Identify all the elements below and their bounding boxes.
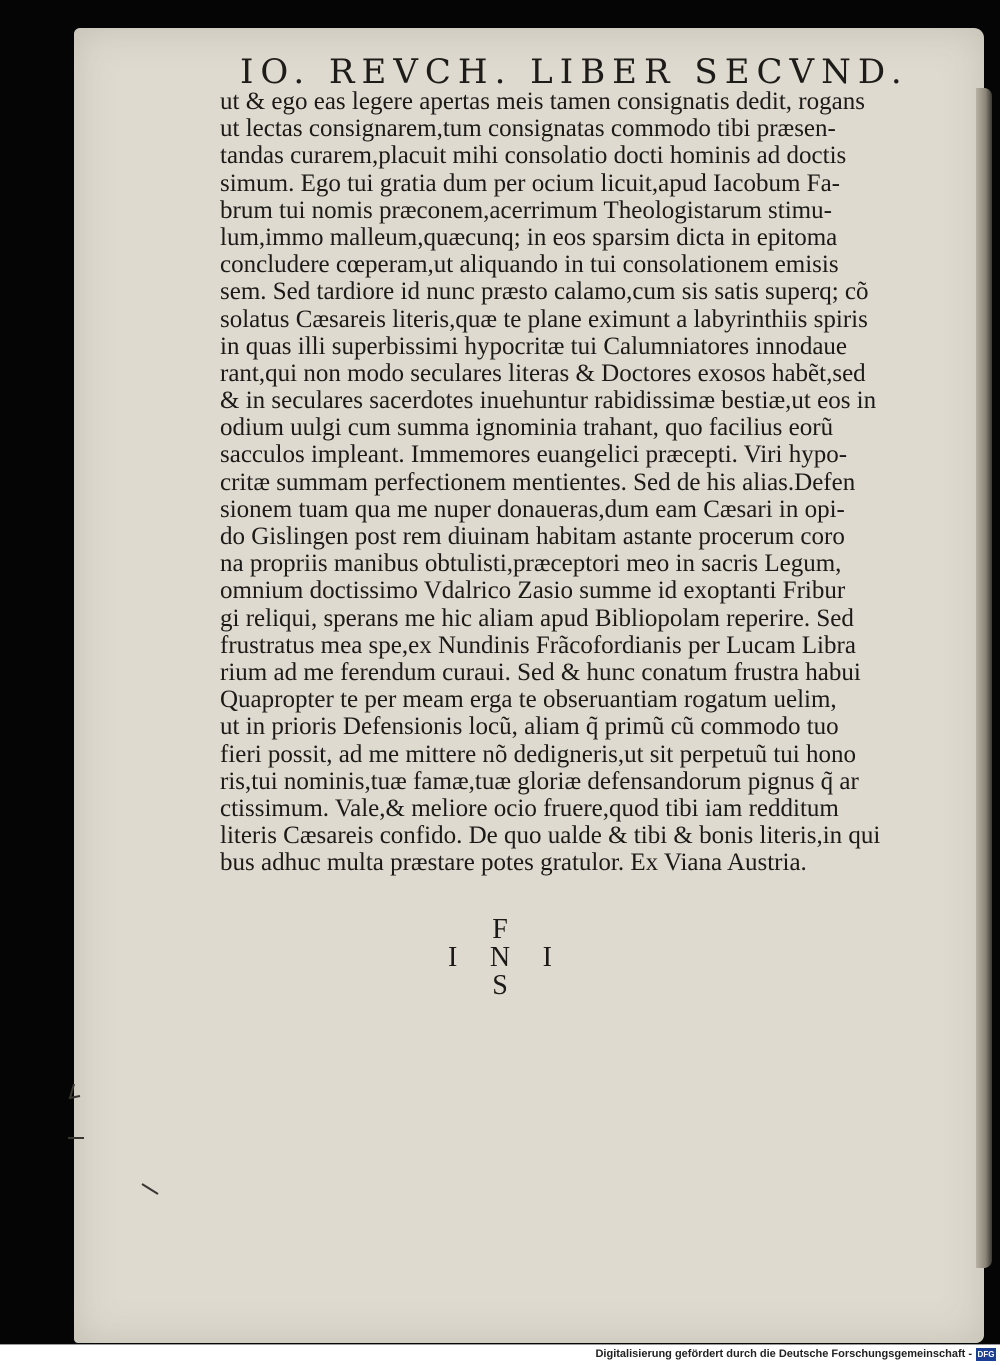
text-line: sem. Sed tardiore id nunc præsto calamo,cum sis satis superq; cõ: [220, 278, 869, 306]
text-line: sionem tuam qua me nuper donaueras,dum eam Cæsari in opi-: [220, 495, 845, 523]
text-line: rant,qui non modo seculares literas & Doctores exosos habẽt,sed: [220, 359, 866, 387]
text-line: concludere cœperam,ut aliquando in tui consolationem emisis: [220, 251, 839, 279]
text-line: brum tui nomis præconem,acerrimum Theologistarum stimu-: [220, 196, 832, 224]
finis-colophon: [440, 916, 560, 1000]
text-line: ut & ego eas legere apertas meis tamen consignatis dedit, rogans: [220, 88, 865, 115]
running-head: IO. REVCH. LIBER SECVND.: [240, 52, 909, 92]
text-line: na propriis manibus obtulisti,præceptori meo in sacris Legum,: [220, 550, 842, 578]
text-line: ctissimum. Vale,& meliore ocio fruere,quod tibi iam redditum: [220, 794, 839, 822]
text-line: rium ad me ferendum curaui. Sed & hunc conatum frustra habui: [220, 658, 861, 686]
text-line: solatus Cæsareis literis,quæ te plane eximunt a labyrinthiis spiris: [220, 305, 868, 333]
text-line: simum. Ego tui gratia dum per ocium licuit,apud Iacobum Fa-: [220, 169, 841, 197]
text-line: lum,immo malleum,quæcunq; in eos sparsim dicta in epitoma: [220, 223, 838, 251]
margin-stroke-icon: [140, 1180, 164, 1200]
text-line: gi reliqui, sperans me hic aliam apud Bibliopolam reperire. Sed: [220, 604, 854, 632]
text-line: bus adhuc multa præstare potes gratulor. Ex Viana Austria.: [220, 849, 807, 877]
finis-middle: [448, 944, 552, 972]
body-text: [220, 88, 881, 877]
text-line: fieri possit, ad me mittere nõ dedigneris,ut sit perpetuũ tui hono: [220, 740, 856, 768]
text-line: ut lectas consignarem,tum consignatas commodo tibi præsen-: [220, 115, 836, 143]
finis-top: F: [492, 914, 508, 945]
text-line: critæ summam perfectionem mentientes. Sed de his alias.Defen: [220, 468, 856, 496]
text-line: omnium doctissimo Vdalrico Zasio summe id exoptanti Fribur: [220, 577, 846, 605]
text-line: ris,tui nominis,tuæ famæ,tuæ gloriæ defensandorum pignus q̃ ar: [220, 767, 859, 795]
finis-middle-3: I: [542, 942, 552, 973]
finis-middle-2: N: [489, 942, 511, 973]
text-line: odium uulgi cum summa ignominia trahant, quo facilius eorũ: [220, 414, 834, 442]
text-line: literis Cæsareis confido. De quo ualde & tibi & bonis literis,in qui: [220, 822, 881, 850]
text-line: Quapropter te per meam erga te obseruantiam rogatum uelim,: [220, 686, 837, 714]
text-line: in quas illi superbissimi hypocritæ tui Calumniatores innodaue: [220, 332, 848, 360]
text-line: & in seculares sacerdotes inuehuntur rabidissimæ bestiæ,ut eos in: [220, 387, 877, 415]
dfg-logo-icon: DFG: [977, 1350, 995, 1359]
footer-credit: Digitalisierung gefördert durch die Deutsche Forschungsgemeinschaft -: [595, 1348, 972, 1360]
finis-middle-1: I: [448, 942, 458, 973]
text-line: sacculos impleant. Immemores euangelici præcepti. Viri hypo-: [220, 441, 848, 469]
footer-bar: [0, 1344, 1000, 1365]
page-edge: [976, 88, 992, 1268]
text-line: do Gislingen post rem diuinam habitam astante procerum coro: [220, 523, 845, 550]
text-line: frustratus mea spe,ex Nundinis Frãcofordianis per Lucam Libra: [220, 631, 856, 659]
text-line: ut in prioris Defensionis locũ, aliam q̃ primũ cũ commodo tuo: [220, 713, 839, 741]
finis-bottom: S: [492, 970, 508, 1001]
text-line: tandas curarem,placuit mihi consolatio docti hominis ad doctis: [220, 142, 847, 170]
margin-marks-icon: [60, 1080, 90, 1150]
